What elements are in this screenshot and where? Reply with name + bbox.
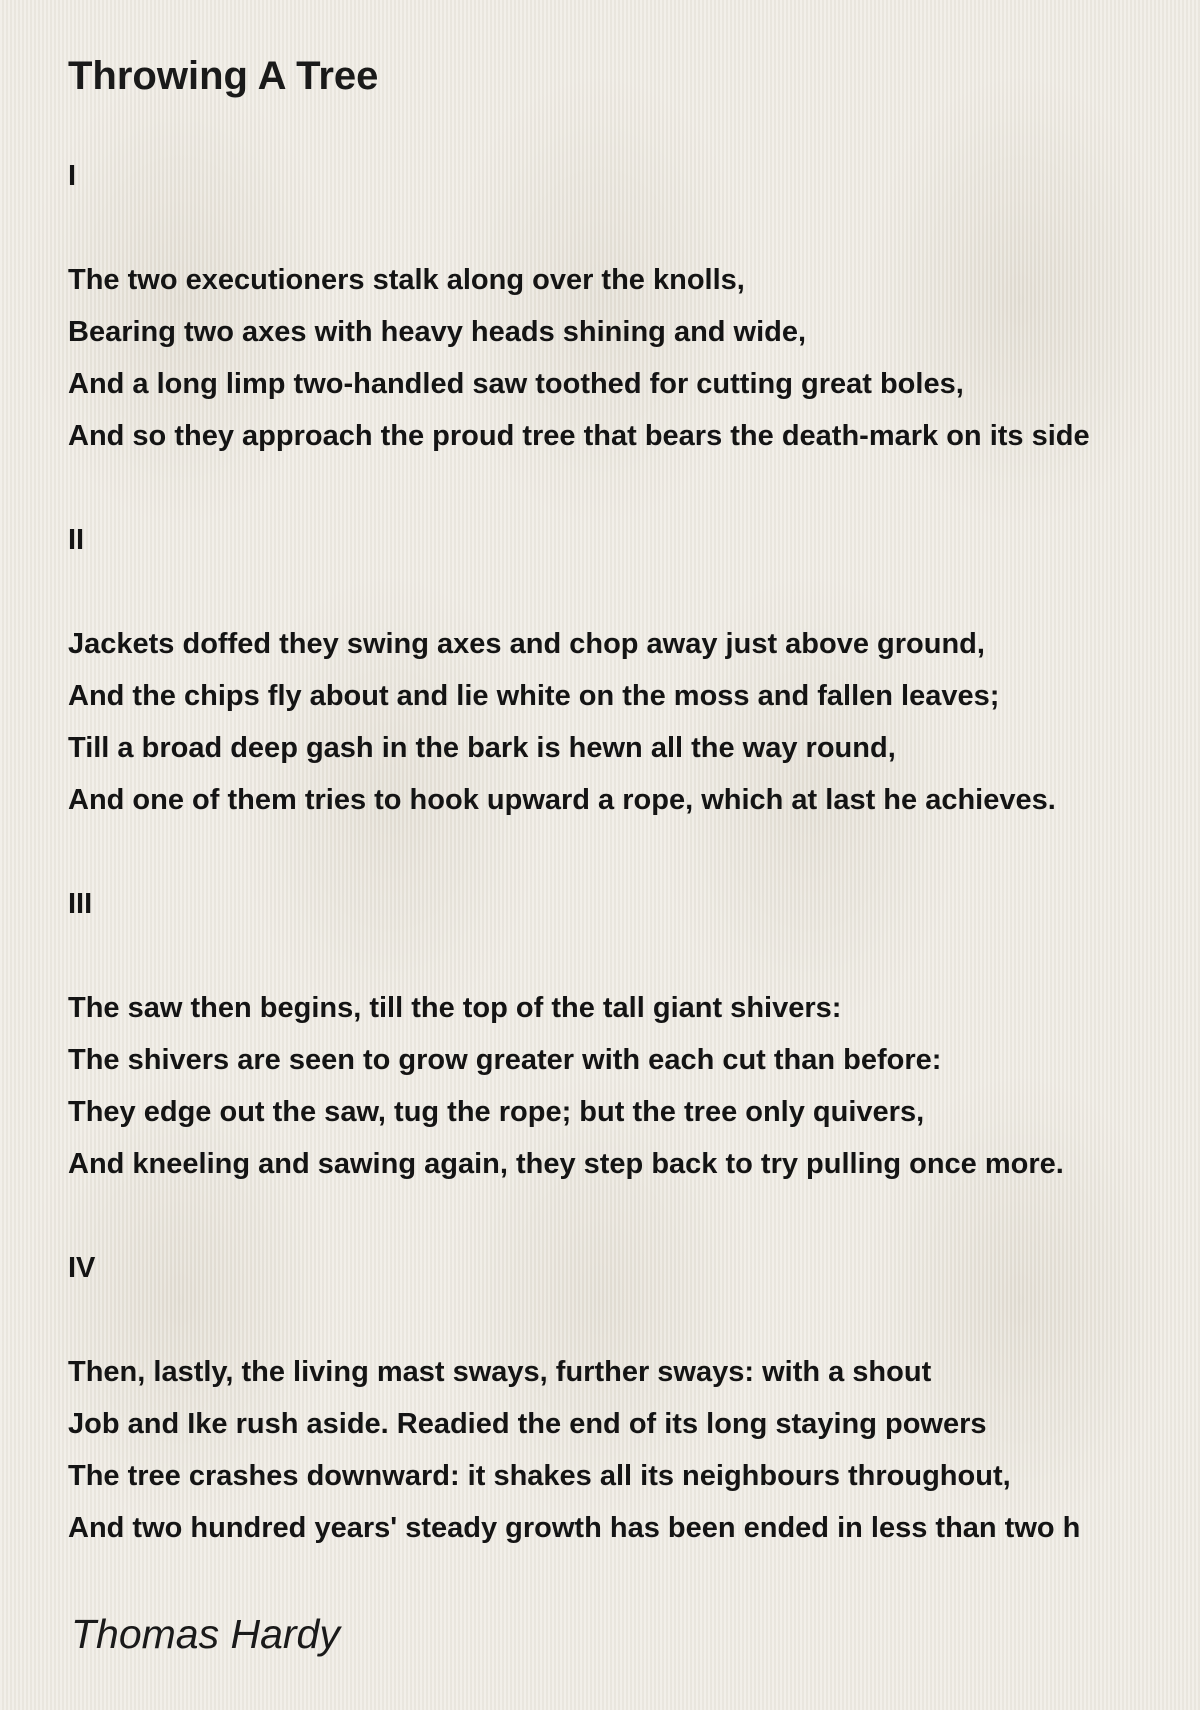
stanza-3	[68, 878, 1200, 1190]
poem-line: And a long limp two-handled saw toothed for cutting great boles,	[68, 368, 964, 400]
poem-author: Thomas Hardy	[71, 1611, 340, 1657]
poem-line: The two executioners stalk along over the knolls,	[68, 264, 745, 296]
stanza-4	[68, 1242, 1200, 1554]
poem-line: And so they approach the proud tree that bears the death-mark on its side	[68, 420, 1090, 452]
poem-line: They edge out the saw, tug the rope; but the tree only quivers,	[68, 1096, 925, 1128]
stanza-number: I	[68, 160, 77, 192]
stanza-2	[68, 514, 1200, 826]
poem-body	[68, 150, 1200, 1606]
stanza-number: IV	[68, 1252, 96, 1284]
poem-title: Throwing A Tree	[68, 54, 379, 98]
poem-line: And kneeling and sawing again, they step back to try pulling once more.	[68, 1148, 1064, 1180]
poem-line: Bearing two axes with heavy heads shining and wide,	[68, 316, 807, 348]
stanza-number: III	[68, 888, 93, 920]
stanza-1	[68, 150, 1200, 462]
poem-line: The saw then begins, till the top of the tall giant shivers:	[68, 992, 842, 1024]
stanza-number: II	[68, 524, 85, 556]
poem-line: The tree crashes downward: it shakes all its neighbours throughout,	[68, 1460, 1011, 1492]
poem-line: And the chips fly about and lie white on the moss and fallen leaves;	[68, 680, 1000, 712]
poem-line: Then, lastly, the living mast sways, further sways: with a shout	[68, 1356, 932, 1388]
poem-line: And two hundred years' steady growth has been ended in less than two h	[68, 1512, 1081, 1544]
poem-line: Jackets doffed they swing axes and chop away just above ground,	[68, 628, 985, 660]
poem-line: Job and Ike rush aside. Readied the end of its long staying powers	[68, 1408, 987, 1440]
poem-line: And one of them tries to hook upward a rope, which at last he achieves.	[68, 784, 1056, 816]
poem-line: Till a broad deep gash in the bark is hewn all the way round,	[68, 732, 896, 764]
poem-line: The shivers are seen to grow greater with each cut than before:	[68, 1044, 942, 1076]
